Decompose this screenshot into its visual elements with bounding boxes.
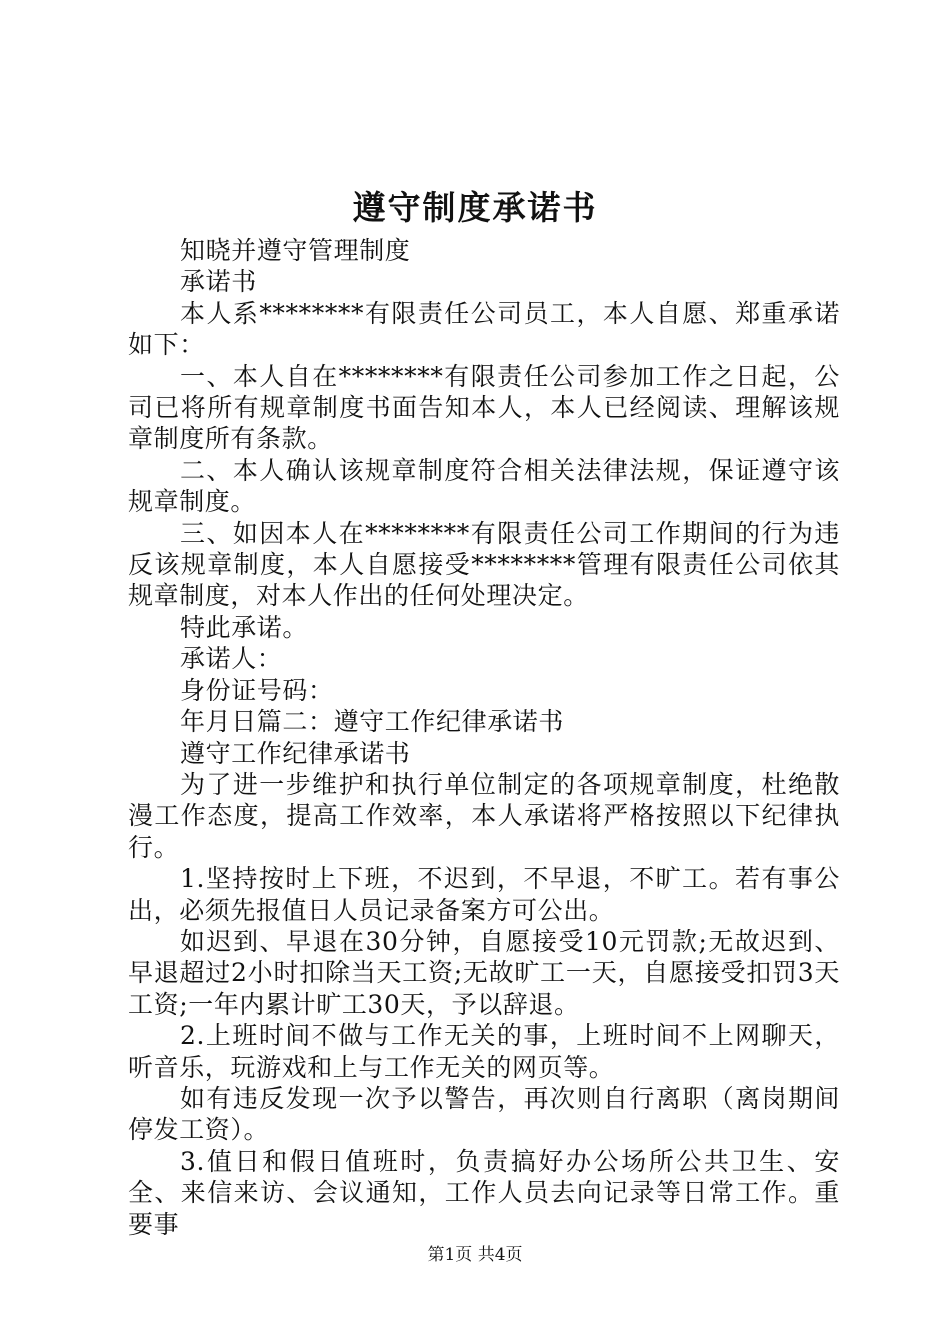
page-footer: 第1页 共4页 (427, 1245, 523, 1265)
paragraph: 特此承诺。 (180, 612, 309, 642)
paragraph: 2.上班时间不做与工作无关的事，上班时间不上网聊天，听音乐，玩游戏和上与工作无关的网页等。 (128, 1021, 840, 1082)
paragraph: 如迟到、早退在30分钟，自愿接受10元罚款;无故迟到、早退超过2小时扣除当天工资;无故旷工一天，自愿接受扣罚3天工资;一年内累计旷工30天，予以辞退。 (128, 926, 840, 1019)
paragraph: 年月日篇二：遵守工作纪律承诺书 (180, 707, 565, 737)
paragraph: 一、本人自在********有限责任公司参加工作之日起，公司已将所有规章制度书面告知本人，本人已经阅读、理解该规章制度所有条款。 (128, 361, 840, 454)
paragraph: 1.坚持按时上下班，不迟到，不早退，不旷工。若有事公出，必须先报值日人员记录备案方可公出。 (128, 864, 840, 925)
paragraph: 承诺书 (180, 267, 257, 297)
paragraph: 三、如因本人在********有限责任公司工作期间的行为违反该规章制度，本人自愿接受********管理有限责任公司依其规章制度，对本人作出的任何处理决定。 (128, 518, 840, 611)
paragraph: 如有违反发现一次予以警告，再次则自行离职（离岗期间停发工资）。 (128, 1083, 840, 1145)
paragraph: 为了进一步维护和执行单位制定的各项规章制度，杜绝散漫工作态度，提高工作效率，本人承诺将严格按照以下纪律执行。 (128, 769, 840, 862)
document-body (128, 235, 840, 1240)
paragraph: 本人系********有限责任公司员工，本人自愿、郑重承诺如下： (128, 298, 840, 360)
paragraph: 身份证号码： (180, 675, 334, 705)
paragraph: 遵守工作纪律承诺书 (180, 738, 411, 768)
document-title: 遵守制度承诺书 (352, 188, 598, 227)
paragraph: 3.值日和假日值班时，负责搞好办公场所公共卫生、安全、来信来访、会议通知，工作人员去向记录等日常工作。重要事 (128, 1146, 840, 1239)
paragraph: 二、本人确认该规章制度符合相关法律法规，保证遵守该规章制度。 (128, 455, 840, 517)
paragraph: 知晓并遵守管理制度 (180, 236, 411, 265)
paragraph: 承诺人： (180, 644, 283, 674)
